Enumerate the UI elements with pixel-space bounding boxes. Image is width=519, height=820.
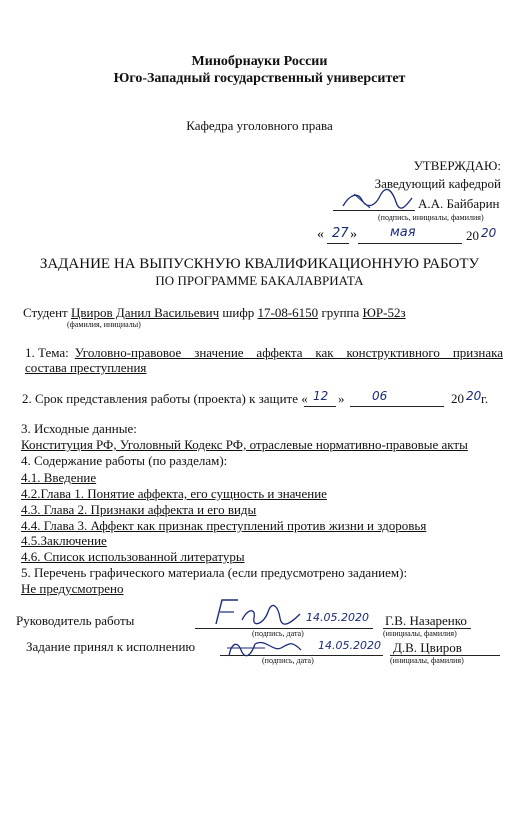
approval-day-line — [327, 243, 349, 244]
topic-text-2: состава преступления — [25, 360, 147, 375]
approve-label: УТВЕРЖДАЮ: — [413, 158, 501, 173]
approval-date-open: « — [317, 227, 324, 242]
sources-label: 3. Исходные данные: — [21, 421, 137, 436]
head-name: А.А. Байбарин — [418, 196, 500, 211]
contents-item: 4.5.Заключение — [21, 533, 107, 548]
acceptance-sign-caption: (подпись, дата) — [262, 656, 314, 665]
head-sign-caption: (подпись, инициалы, фамилия) — [378, 213, 484, 222]
acceptance-label: Задание принял к исполнению — [26, 639, 196, 654]
contents-item: 4.3. Глава 2. Признаки аффекта и его виды — [21, 502, 257, 517]
supervisor-name: Г.В. Назаренко — [385, 613, 467, 628]
deadline-month-line — [350, 406, 444, 407]
supervisor-signature — [208, 594, 308, 630]
student-code: 17-08-6150 — [257, 305, 319, 320]
deadline-label: 2. Срок представления работы (проекта) к защите « — [22, 391, 308, 406]
task-subtitle: ПО ПРОГРАММЕ БАКАЛАВРИАТА — [155, 273, 364, 288]
head-signature — [340, 188, 415, 212]
student-row — [23, 305, 406, 321]
topic-line1 — [25, 345, 503, 361]
approval-year: 20 — [481, 226, 497, 240]
acceptance-name: Д.В. Цвиров — [393, 640, 462, 655]
supervisor-name-caption: (инициалы, фамилия) — [383, 629, 457, 638]
task-title: ЗАДАНИЕ НА ВЫПУСКНУЮ КВАЛИФИКАЦИОННУЮ РАБОТУ — [39, 256, 480, 272]
head-title: Заведующий кафедрой — [374, 176, 501, 191]
contents-item: 4.4. Глава 3. Аффект как признак преступлений против жизни и здоровья — [21, 518, 427, 533]
approval-date-close: » — [350, 227, 357, 242]
department-heading: Кафедра уголовного права — [186, 118, 333, 133]
student-caption: (фамилия, инициалы) — [67, 320, 141, 329]
topic-text-1: Уголовно-правовое значение аффекта как конструктивного признака — [74, 345, 503, 360]
ministry-heading: Минобрнауки России — [191, 54, 328, 69]
acceptance-date: 14.05.2020 — [318, 639, 381, 652]
deadline-day: 12 — [313, 389, 329, 403]
supervisor-label: Руководитель работы — [16, 613, 135, 628]
sources-value: Конституция РФ, Уголовный Кодекс РФ, отраслевые нормативно-правовые акты — [21, 437, 468, 452]
deadline-sep: » — [338, 391, 345, 406]
approval-day: 27 — [332, 226, 349, 241]
deadline-year: 20 — [466, 389, 482, 403]
deadline-year-prefix: 20 — [451, 391, 464, 406]
approval-year-prefix: 20 — [466, 228, 479, 243]
approval-month: мая — [390, 225, 416, 240]
university-heading: Юго-Западный государственный университет — [113, 71, 406, 86]
topic-label: 1. Тема: — [25, 345, 69, 360]
deadline-day-line — [304, 406, 336, 407]
student-group-label: группа — [321, 305, 360, 320]
student-name: Цвиров Данил Васильевич — [70, 305, 220, 320]
student-group: ЮР-52з — [362, 305, 406, 320]
deadline-year-suffix: г. — [481, 391, 489, 406]
supervisor-sign-caption: (подпись, дата) — [252, 629, 304, 638]
approval-month-line — [358, 243, 462, 244]
deadline-month: 06 — [372, 389, 388, 403]
contents-item: 4.1. Введение — [21, 470, 97, 485]
contents-item: 4.2.Глава 1. Понятие аффекта, его сущность и значение — [21, 486, 327, 501]
contents-label: 4. Содержание работы (по разделам): — [21, 453, 228, 468]
supervisor-date: 14.05.2020 — [306, 611, 369, 624]
acceptance-name-caption: (инициалы, фамилия) — [390, 656, 464, 665]
student-code-label: шифр — [222, 305, 255, 320]
graphics-value: Не предусмотрено — [21, 581, 124, 596]
contents-item: 4.6. Список использованной литературы — [21, 549, 245, 564]
student-label: Студент — [23, 305, 68, 320]
graphics-label: 5. Перечень графического материала (если предусмотрено заданием): — [21, 565, 408, 580]
